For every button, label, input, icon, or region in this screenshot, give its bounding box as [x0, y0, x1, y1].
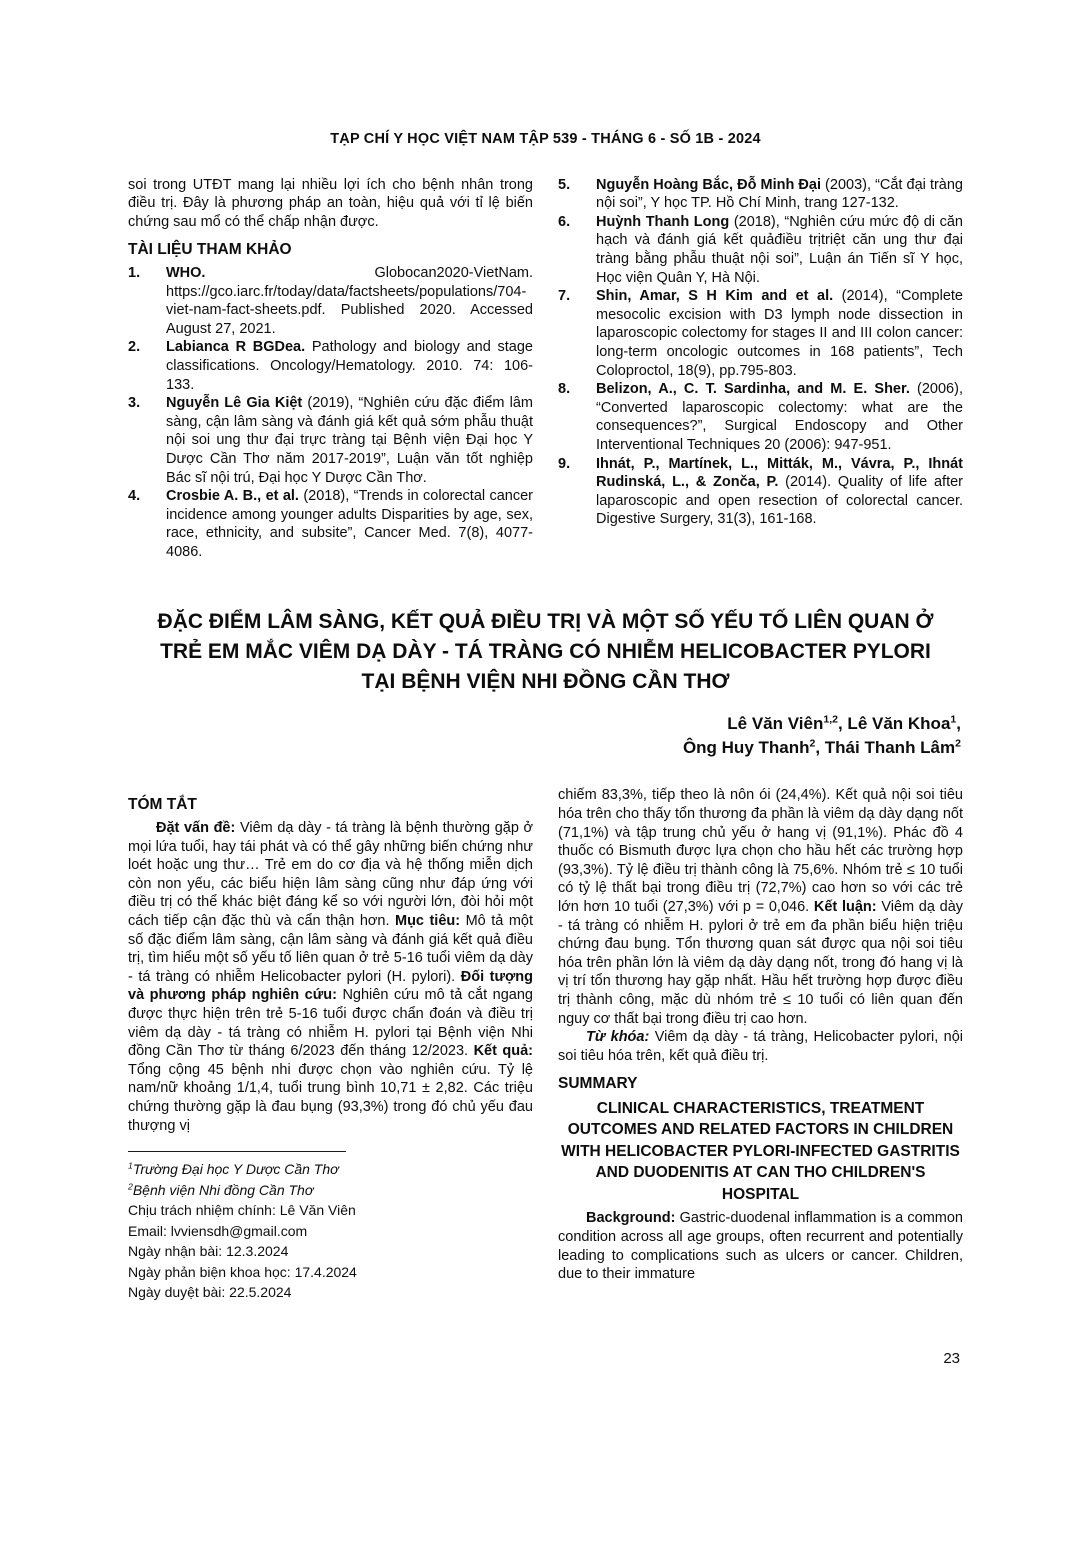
reference-item-2	[128, 338, 533, 394]
reference-text: Labianca R BGDea. Pathology and biology and stage classifications. Oncology/Hematology. 2010. 74: 106-133.	[166, 339, 533, 393]
left-column-top	[128, 176, 533, 562]
reference-item-8	[558, 380, 963, 454]
footnote-divider	[128, 1151, 346, 1152]
page-number: 23	[943, 1350, 960, 1367]
corresponding-author-line: Chịu trách nhiệm chính: Lê Văn Viên	[128, 1202, 356, 1219]
reference-item-4	[128, 487, 533, 561]
reference-item-9	[558, 455, 963, 529]
email-line: Email: lvviensdh@gmail.com	[128, 1222, 308, 1239]
footnote-block	[128, 1151, 533, 1303]
reference-number: 8.	[558, 381, 571, 398]
reference-item-1	[128, 264, 533, 338]
reference-number: 6.	[558, 213, 571, 230]
keywords-paragraph: Từ khóa: Viêm dạ dày - tá tràng, Helicobacter pylori, nội soi tiêu hóa trên, kết quả điều trị.	[558, 1029, 964, 1064]
summary-english-title: CLINICAL CHARACTERISTICS, TREATMENT OUTCOMES AND RELATED FACTORS IN CHILDREN WITH HELICOBACTER PYLORI-INFECTED GASTRITIS AND DUODENITIS AT CAN THO CHILDREN'S HOSPITAL	[561, 1099, 960, 1203]
authors-block	[128, 712, 963, 760]
received-date-line: Ngày nhận bài: 12.3.2024	[128, 1243, 289, 1260]
prev-article-closing-paragraph: soi trong UTĐT mang lại nhiều lợi ích cho bệnh nhân trong điều trị. Đây là phương pháp an toàn, hiệu quả với tỉ lệ biến chứng sau mổ có thể chấp nhận được.	[128, 176, 533, 230]
reference-number: 1.	[128, 264, 141, 281]
right-column-top	[558, 176, 963, 562]
reference-item-7	[558, 287, 963, 380]
reference-text: Belizon, A., C. T. Sardinha, and M. E. Sher. (2006), “Converted laparoscopic colectomy: what are the consequences?”, Surgical Endoscopy and Other Interventional Techniques 20 (2006): 947-951.	[596, 381, 963, 453]
reference-number: 4.	[128, 488, 141, 505]
affiliation-1: $^1$Trường Đại học Y Dược Cần Thơ	[128, 1160, 339, 1178]
abstract-paragraph: Đặt vấn đề: Viêm dạ dày - tá tràng là bệnh thường gặp ở mọi lứa tuổi, hay tái phát và có thể gây những biến chứng như loét hoặc ung thư… Trẻ em do cơ địa và hệ thống miễn dịch còn non yếu, các biểu hiện lâm sàng cũng như đáp ứng với điều trị có thể khác biệt đáng kể so với người lớn, đòi hỏi một cách tiếp cận đặc thù và cẩn thận hơn. Mục tiêu: Mô tả một số đặc điểm lâm sàng, cận lâm sàng và đánh giá kết quả điều trị, tìm hiểu một số yếu tố liên quan ở trẻ 5-16 tuổi viêm dạ dày - tá tràng có nhiễm Helicobacter pylori (H. pylori). Đối tượng và phương pháp nghiên cứu: Nghiên cứu mô tả cắt ngang được thực hiện trên trẻ 5-16 tuổi được chẩn đoán và điều trị viêm dạ dày - tá tràng có nhiễm H. pylori tại Bệnh viện Nhi đồng Cần Thơ từ tháng 6/2023 đến tháng 12/2023. Kết quả: Tổng cộng 45 bệnh nhi được chọn vào nghiên cứu. Tỷ lệ nam/nữ khoảng 1/1,4, tuổi trung bình 10,71 ± 2,82. Các triệu chứng thường gặp là đau bụng (93,3%) trong đó chủ yếu đau thượng vị	[128, 820, 534, 1134]
references-section	[128, 176, 963, 562]
background-paragraph: Background: Gastric-duodenal inflammation is a common condition across all age groups, often recurrent and potentially leading to complications such as ulcers or cancer. Children, due to their immature	[558, 1210, 964, 1283]
reference-item-3	[128, 394, 533, 487]
reference-text: Nguyễn Lê Gia Kiệt (2019), “Nghiên cứu đặc điểm lâm sàng, cận lâm sàng và đánh giá kết quả sớm phẫu thuật nội soi ung thư đại trực tràng tại Bệnh viện Đại học Y Dược Cần Thơ năm 2017-2019”, Luận văn tốt nghiệp Bác sĩ nội trú, Đại học Y Dược Cần Thơ.	[166, 395, 533, 486]
right-column-body	[558, 786, 963, 1302]
article-body-section	[128, 786, 963, 1302]
reference-text: WHO. Globocan2020-VietNam. https://gco.iarc.fr/today/data/factsheets/populations/704-viet-nam-fact-sheets.pdf. Published 2020. Accessed August 27, 2021.	[166, 264, 533, 337]
left-column-body	[128, 786, 533, 1302]
reference-text: Crosbie A. B., et al. (2018), “Trends in colorectal cancer incidence among younger adults Disparities by age, sex, race, ethnicity, and subsite”, Cancer Med. 7(8), 4077-4086.	[166, 488, 533, 560]
reference-item-5	[558, 176, 963, 213]
abstract-continued-paragraph: chiếm 83,3%, tiếp theo là nôn ói (24,4%). Kết quả nội soi tiêu hóa trên cho thấy tổn thương đa phần là viêm dạ dày dạng nốt (71,1%) và tập trung chủ yếu ở hang vị (91,1%). Phác đồ 4 thuốc có Bismuth được lựa chọn cho hầu hết các trường hợp (93,3%). Tỷ lệ điều trị thành công là 75,6%. Nhóm trẻ ≤ 10 tuổi có tỷ lệ thất bại trong điều trị (72,7%) cao hơn so với các trẻ lớn hơn 10 tuổi (27,3%) với p = 0,046. Kết luận: Viêm dạ dày - tá tràng có nhiễm H. pylori ở trẻ em đa phần biểu hiện triệu chứng đau bụng. Tổn thương quan sát được qua nội soi tiêu hóa trên phần lớn là viêm dạ dày dạng nốt, trong đó hang vị là vị trí tổn thương hay gặp nhất. Hầu hết trường hợp được điều trị thành công, mặc dù nhóm trẻ ≤ 10 tuổi có liên quan đến nguy cơ thất bại trong điều trị cao hơn.	[558, 787, 964, 1027]
article-title: ĐẶC ĐIỂM LÂM SÀNG, KẾT QUẢ ĐIỀU TRỊ VÀ MỘT SỐ YẾU TỐ LIÊN QUAN Ở TRẺ EM MẮC VIÊM DẠ DÀY - TÁ TRÀNG CÓ NHIỄM HELICOBACTER PYLORI TẠI BỆNH VIỆN NHI ĐỒNG CẦN THƠ	[157, 610, 934, 694]
reference-text: Nguyễn Hoàng Bắc, Đỗ Minh Đại (2003), “Cắt đại tràng nội soi”, Y học TP. Hồ Chí Minh, trang 127-132.	[596, 176, 964, 212]
reference-number: 3.	[128, 395, 141, 412]
summary-heading: SUMMARY	[558, 1075, 638, 1093]
author-line-2: Ông Huy Thanh$^2$, Thái Thanh Lâm$^2$	[682, 737, 961, 758]
accepted-date-line: Ngày duyệt bài: 22.5.2024	[128, 1284, 292, 1301]
abstract-heading: TÓM TẮT	[128, 796, 197, 814]
reference-text: Ihnát, P., Martínek, L., Mitták, M., Vávra, P., Ihnát Rudinská, L., & Zonča, P. (2014). Quality of life after laparoscopic and open resection of colorectal cancer. Digestive Surgery, 31(3), 161-168.	[596, 455, 963, 528]
reference-item-6	[558, 213, 963, 287]
references-heading: TÀI LIỆU THAM KHẢO	[128, 241, 292, 259]
reference-text: Huỳnh Thanh Long (2018), “Nghiên cứu mức độ di căn hạch và đánh giá kết quảđiều trịtriệt căn ung thư đại tràng bằng phẫu thuật nội soi”, Luận án Tiến sĩ Y học, Học viện Quân Y, Hà Nội.	[596, 213, 963, 286]
reference-number: 2.	[128, 339, 141, 356]
reference-text: Shin, Amar, S H Kim and et al. (2014), “Complete mesocolic excision with D3 lymph node dissection in laparoscopic colectomy for stages II and III colon cancer: long-term oncologic outcomes in 168 patients”, Tech Coloproctol, 18(9), pp.795-803.	[596, 288, 963, 379]
reference-number: 9.	[558, 455, 571, 472]
review-date-line: Ngày phản biện khoa học: 17.4.2024	[128, 1263, 357, 1280]
affiliation-2: $^2$Bệnh viện Nhi đồng Cần Thơ	[128, 1181, 314, 1198]
reference-number: 7.	[558, 288, 571, 305]
reference-number: 5.	[558, 176, 571, 193]
author-line-1: Lê Văn Viên$^{1,2}$, Lê Văn Khoa$^1$,	[727, 713, 961, 734]
running-header: TẠP CHÍ Y HỌC VIỆT NAM TẬP 539 - THÁNG 6 - SỐ 1B - 2024	[330, 131, 761, 147]
